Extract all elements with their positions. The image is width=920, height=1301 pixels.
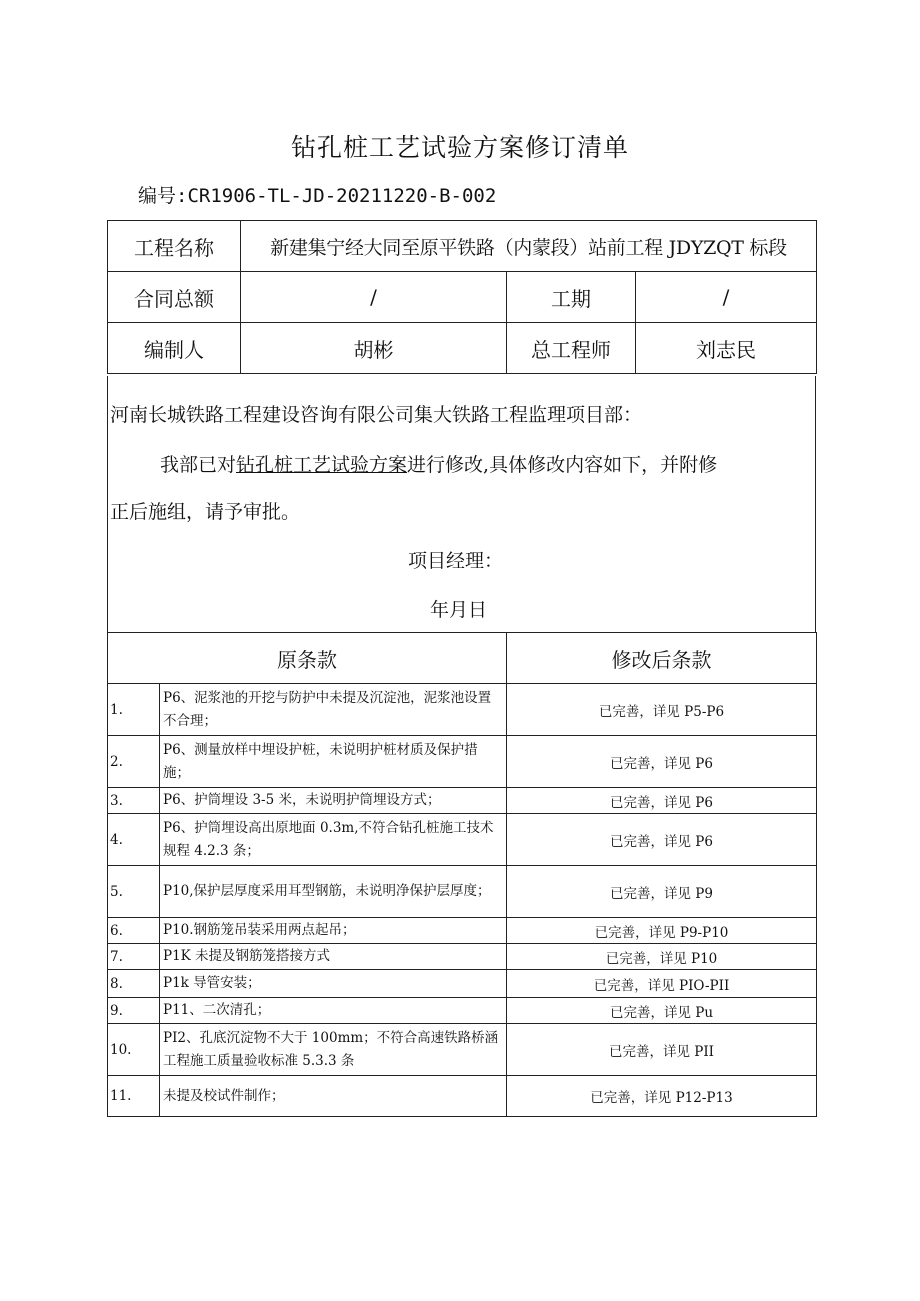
- original-clause: P6、护筒埋设高出原地面 0.3m,不符合钻孔桩施工技术规程 4.2.3 条；: [160, 814, 507, 866]
- revised-clause: 已完善，详见 P9-P10: [507, 918, 817, 944]
- contract-amount-label: 合同总额: [108, 272, 241, 323]
- revised-clause: 已完善，详见 P5-P6: [507, 684, 817, 736]
- revised-clause: 已完善，详见 P6: [507, 814, 817, 866]
- row-number: 9.: [108, 998, 160, 1024]
- table-row: [108, 736, 817, 788]
- row-number: 5.: [108, 866, 160, 918]
- original-clause: P6、护筒埋设 3-5 米，未说明护筒埋设方式；: [160, 788, 507, 814]
- chief-engineer-label: 总工程师: [507, 323, 636, 374]
- row-number: 11.: [108, 1076, 160, 1117]
- table-row: [108, 944, 817, 970]
- row-number: 7.: [108, 944, 160, 970]
- document-number: 编号:CR1906-TL-JD-20211220-B-002: [138, 185, 497, 207]
- revised-clause-header: 修改后条款: [507, 633, 817, 684]
- original-clause: P1K 未提及钢筋笼搭接方式: [160, 944, 507, 970]
- original-clause-header: 原条款: [108, 633, 507, 684]
- row-number: 4.: [108, 814, 160, 866]
- revised-clause: 已完善，详见 P12-P13: [507, 1076, 817, 1117]
- author-label: 编制人: [108, 323, 241, 374]
- original-clause: P1k 导管安装；: [160, 970, 507, 998]
- original-clause: P11、二次清孔；: [160, 998, 507, 1024]
- table-row: [108, 998, 817, 1024]
- row-number: 10.: [108, 1024, 160, 1076]
- revised-clause: 已完善，详见 P6: [507, 788, 817, 814]
- revision-table: [107, 632, 817, 1117]
- revised-clause: 已完善，详见 PII: [507, 1024, 817, 1076]
- author-row: [108, 323, 817, 374]
- table-row: [108, 1024, 817, 1076]
- signature-date: 年月日: [430, 599, 488, 621]
- notice-body-line1: [160, 450, 717, 477]
- row-number: 2.: [108, 736, 160, 788]
- table-row: [108, 970, 817, 998]
- author-value: 胡彬: [241, 323, 507, 374]
- table-row: [108, 788, 817, 814]
- table-row: [108, 1076, 817, 1117]
- original-clause: P10.钢筋笼吊装采用两点起吊；: [160, 918, 507, 944]
- contract-row: [108, 272, 817, 323]
- revision-table-header: [108, 633, 817, 684]
- project-manager-label: 项目经理：: [408, 550, 504, 572]
- original-clause: 未提及校试件制作；: [160, 1076, 507, 1117]
- original-clause: P6、测量放样中埋设护桩，未说明护桩材质及保护措施；: [160, 736, 507, 788]
- table-row: [108, 866, 817, 918]
- row-number: 8.: [108, 970, 160, 998]
- row-number: 3.: [108, 788, 160, 814]
- document-title: 钻孔桩工艺试验方案修订清单: [290, 133, 629, 162]
- contract-amount-value: /: [241, 272, 507, 323]
- table-row: [108, 684, 817, 736]
- original-clause: P6、泥浆池的开挖与防护中未提及沉淀池，泥浆池设置不合理；: [160, 684, 507, 736]
- period-label: 工期: [507, 272, 636, 323]
- revised-clause: 已完善，详见 P9: [507, 866, 817, 918]
- notice-line1-prefix: 我部已对: [160, 454, 237, 476]
- plan-name-underlined: 钻孔桩工艺试验方案: [236, 454, 408, 476]
- original-clause: PI2、孔底沉淀物不大于 100mm；不符合高速铁路桥涵工程施工质量验收标准 5.3.3 条: [160, 1024, 507, 1076]
- revised-clause: 已完善，详见 P6: [507, 736, 817, 788]
- table-row: [108, 814, 817, 866]
- project-info-table: [107, 220, 817, 374]
- notice-section: [107, 376, 816, 632]
- project-name-label: 工程名称: [108, 221, 241, 272]
- revised-clause: 已完善，详见 PIO-PII: [507, 970, 817, 998]
- notice-body-line2: 正后施组，请予审批。: [110, 501, 301, 523]
- revised-clause: 已完善，详见 P10: [507, 944, 817, 970]
- row-number: 1.: [108, 684, 160, 736]
- period-value: /: [636, 272, 817, 323]
- notice-line1-suffix: 进行修改,具体修改内容如下，并附修: [407, 454, 718, 476]
- project-name-value: 新建集宁经大同至原平铁路（内蒙段）站前工程 JDYZQT 标段: [241, 221, 817, 272]
- row-number: 6.: [108, 918, 160, 944]
- table-row: [108, 918, 817, 944]
- chief-engineer-value: 刘志民: [636, 323, 817, 374]
- original-clause: P10,保护层厚度采用耳型钢筋，未说明净保护层厚度；: [160, 866, 507, 918]
- notice-addressee: 河南长城铁路工程建设咨询有限公司集大铁路工程监理项目部：: [110, 404, 643, 426]
- revised-clause: 已完善，详见 Pu: [507, 998, 817, 1024]
- project-row: [108, 221, 817, 272]
